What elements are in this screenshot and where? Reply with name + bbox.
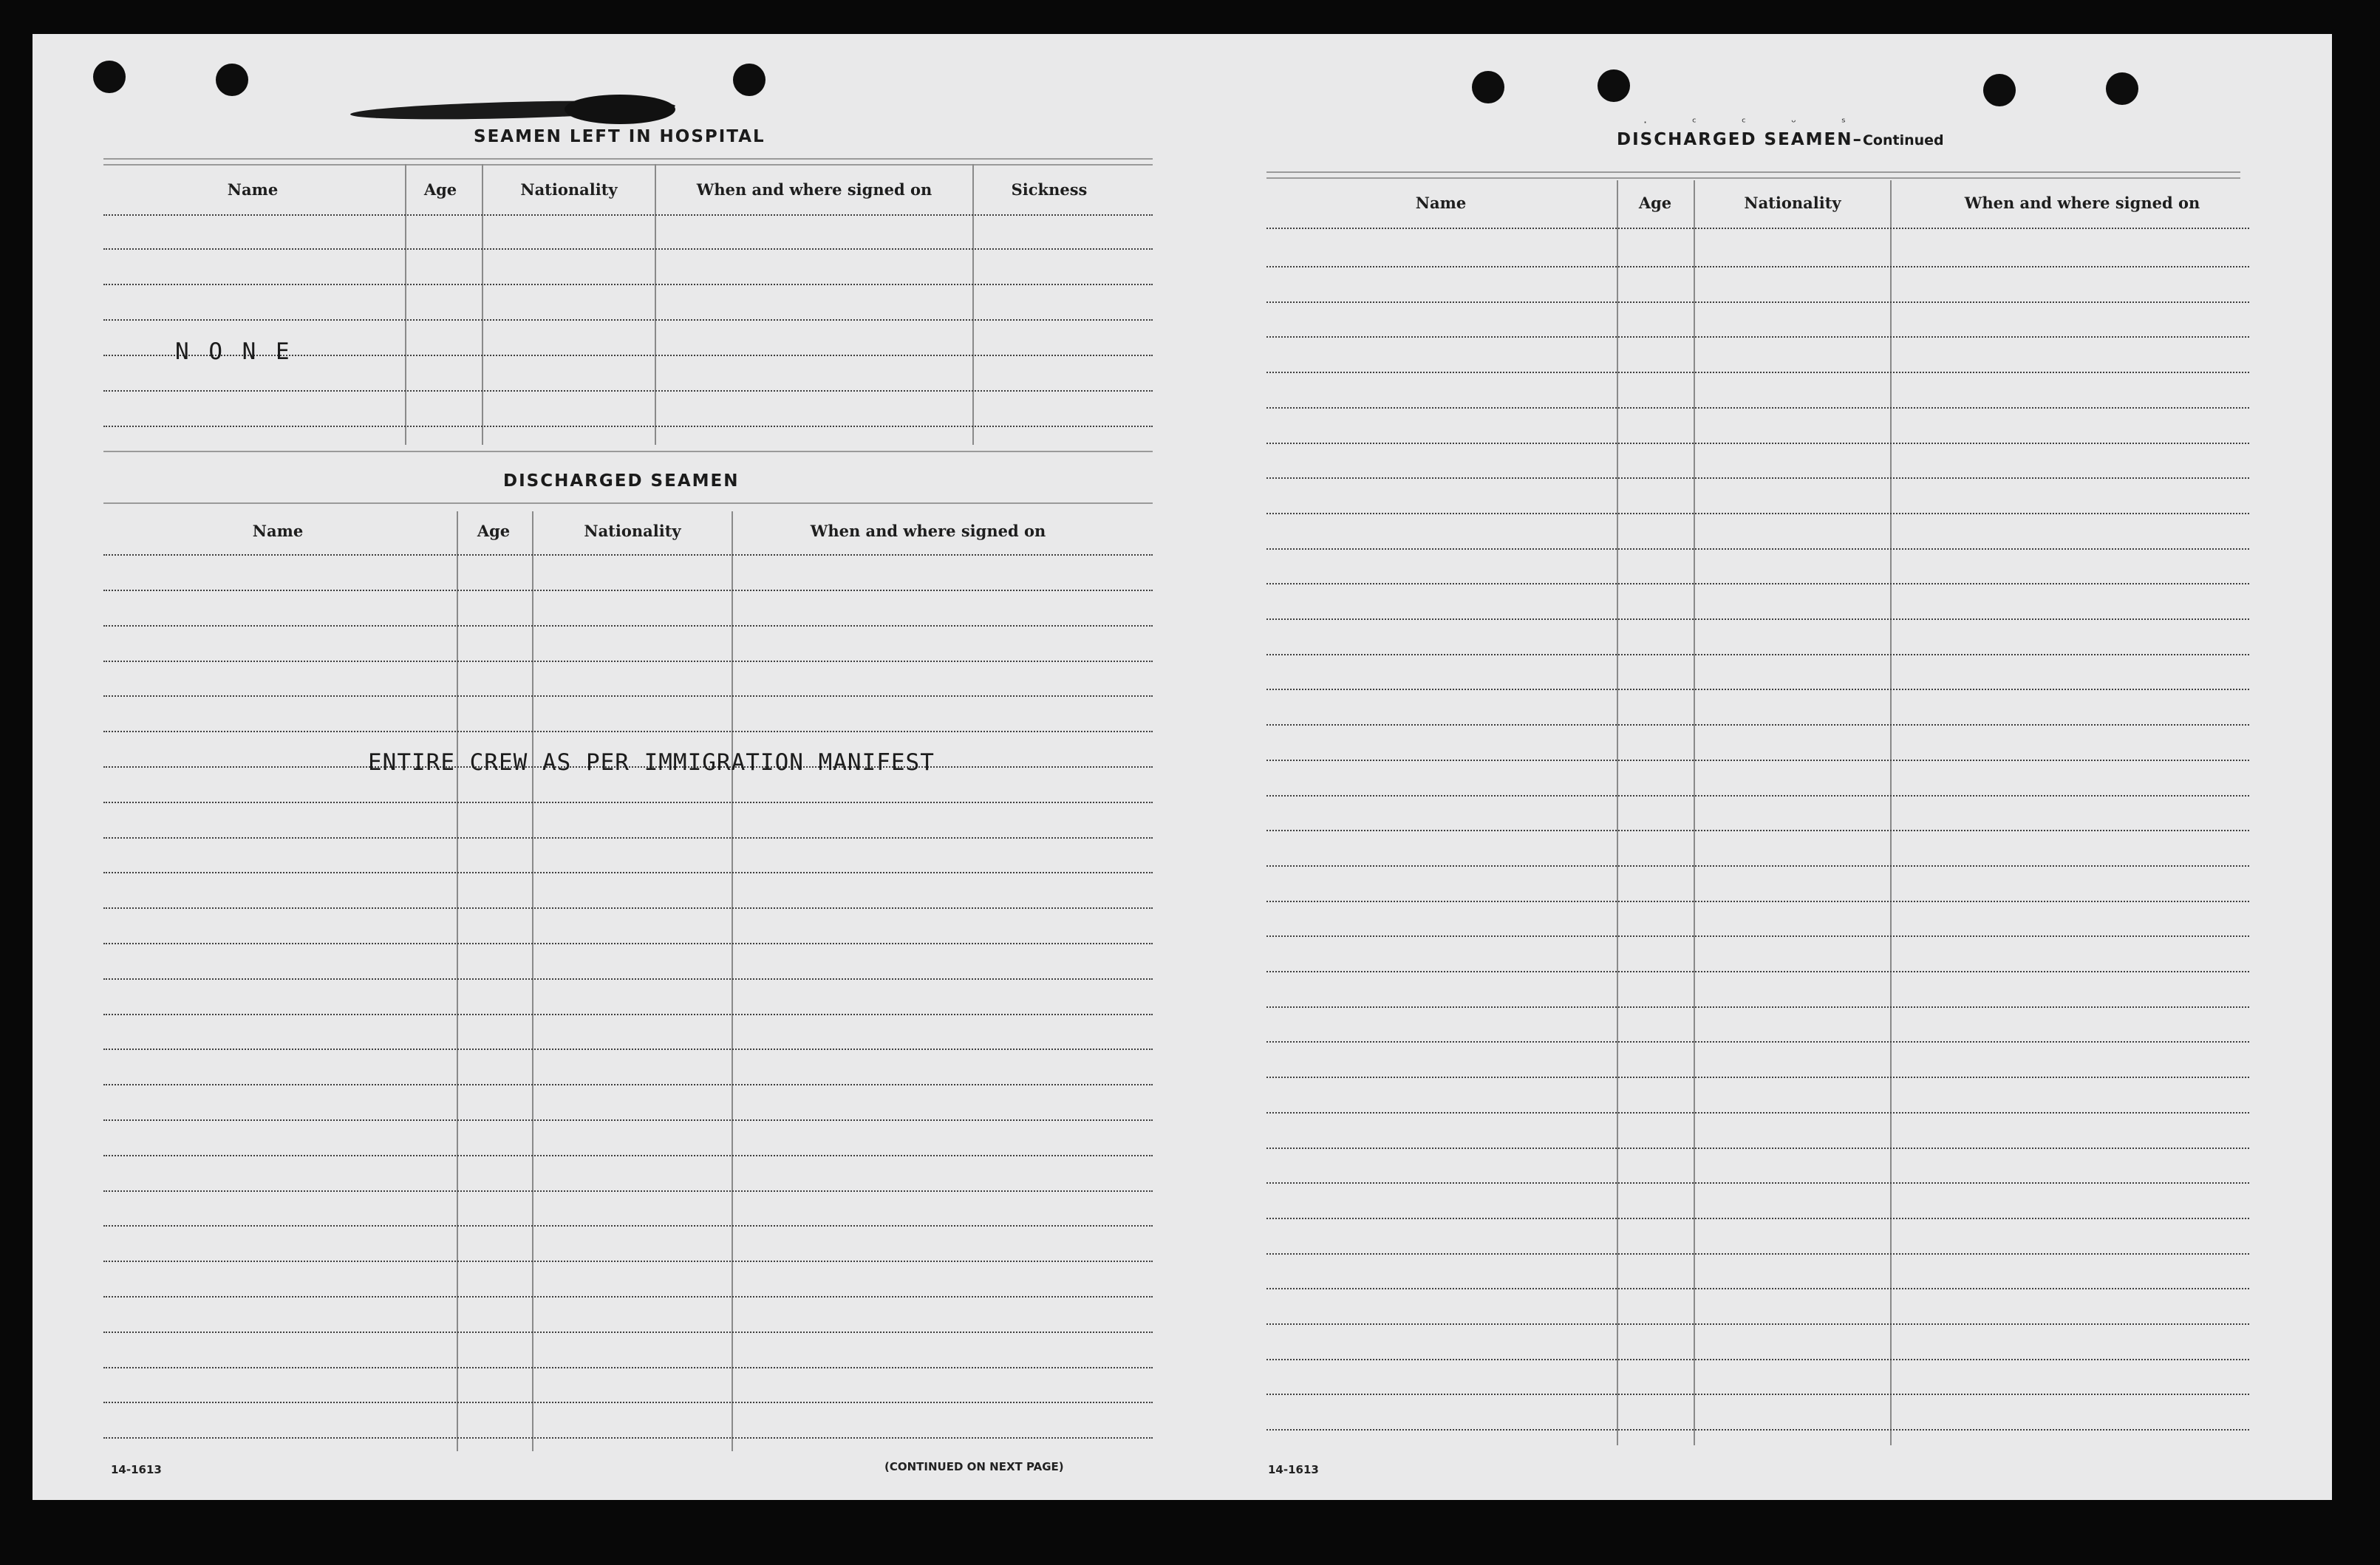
row-rule bbox=[1266, 724, 2249, 726]
row-rule bbox=[1266, 1182, 2249, 1184]
row-rule bbox=[1266, 336, 2249, 338]
row-rule bbox=[1266, 1218, 2249, 1219]
column-header: Name bbox=[252, 522, 304, 540]
row-rule bbox=[103, 1119, 1153, 1121]
column-divider bbox=[1617, 180, 1618, 1445]
column-divider bbox=[482, 164, 483, 445]
column-divider bbox=[532, 511, 533, 1451]
right-title-continued: Continued bbox=[1862, 132, 1944, 149]
row-rule bbox=[103, 390, 1153, 392]
row-rule bbox=[1266, 654, 2249, 655]
row-rule bbox=[1266, 760, 2249, 761]
row-rule bbox=[1266, 1359, 2249, 1360]
table-top-border bbox=[1266, 177, 2240, 179]
row-rule bbox=[1266, 1077, 2249, 1078]
row-rule bbox=[1266, 1323, 2249, 1325]
row-rule bbox=[1266, 1394, 2249, 1395]
column-divider bbox=[972, 164, 974, 445]
table-bottom-border bbox=[103, 451, 1153, 452]
row-rule bbox=[103, 1014, 1153, 1015]
punch-hole bbox=[1598, 69, 1630, 102]
form-number-right: 14-1613 bbox=[1268, 1463, 1319, 1476]
row-rule bbox=[103, 907, 1153, 909]
document-sheet bbox=[33, 34, 2332, 1500]
discharged-section-title: DISCHARGED SEAMEN bbox=[503, 471, 740, 491]
row-rule bbox=[1266, 548, 2249, 550]
row-rule bbox=[1266, 618, 2249, 620]
column-header: Age bbox=[1638, 194, 1672, 212]
header-separator bbox=[103, 214, 1153, 216]
column-divider bbox=[457, 511, 458, 1451]
row-rule bbox=[103, 872, 1153, 873]
pencil-marks: · ᶜ ᶜ ᵕ ˢ bbox=[1643, 115, 1866, 129]
header-separator bbox=[1266, 228, 2249, 229]
ink-smudge-blot bbox=[565, 95, 675, 124]
column-header: Nationality bbox=[1744, 194, 1841, 212]
row-rule bbox=[1266, 372, 2249, 373]
row-rule bbox=[1266, 1148, 2249, 1149]
continued-note: (CONTINUED ON NEXT PAGE) bbox=[884, 1460, 1064, 1473]
row-rule bbox=[1266, 689, 2249, 690]
column-divider bbox=[655, 164, 656, 445]
right-title-main: DISCHARGED SEAMEN bbox=[1617, 130, 1853, 149]
row-rule bbox=[1266, 443, 2249, 444]
column-header: Nationality bbox=[520, 180, 618, 199]
row-rule bbox=[103, 1402, 1153, 1403]
row-rule bbox=[1266, 1006, 2249, 1008]
column-header: Age bbox=[423, 180, 457, 199]
row-rule bbox=[103, 1437, 1153, 1439]
row-rule bbox=[103, 1367, 1153, 1368]
row-rule bbox=[103, 590, 1153, 591]
row-rule bbox=[103, 943, 1153, 944]
table-top-border bbox=[103, 158, 1153, 160]
row-rule bbox=[1266, 971, 2249, 972]
punch-hole bbox=[1472, 71, 1504, 103]
row-rule bbox=[1266, 830, 2249, 831]
column-header: Name bbox=[227, 180, 279, 199]
row-rule bbox=[1266, 513, 2249, 514]
row-rule bbox=[103, 1084, 1153, 1085]
row-rule bbox=[1266, 1429, 2249, 1431]
row-rule bbox=[1266, 1288, 2249, 1289]
row-rule bbox=[1266, 1041, 2249, 1043]
right-section-title: DISCHARGED SEAMEN–Continued bbox=[1617, 130, 1944, 149]
punch-hole bbox=[216, 64, 248, 96]
hospital-section-title: SEAMEN LEFT IN HOSPITAL bbox=[474, 127, 766, 146]
row-rule bbox=[1266, 301, 2249, 303]
column-header: Nationality bbox=[584, 522, 681, 540]
column-header: When and where signed on bbox=[1964, 194, 2200, 212]
row-rule bbox=[103, 978, 1153, 980]
column-header: Age bbox=[477, 522, 511, 540]
row-rule bbox=[103, 1225, 1153, 1227]
punch-hole bbox=[93, 61, 126, 93]
header-separator bbox=[103, 554, 1153, 556]
column-header: Sickness bbox=[1011, 180, 1088, 199]
row-rule bbox=[1266, 583, 2249, 584]
row-rule bbox=[103, 1190, 1153, 1192]
table-top-border bbox=[103, 502, 1153, 504]
column-header: When and where signed on bbox=[810, 522, 1046, 540]
punch-hole bbox=[2106, 72, 2138, 105]
row-rule bbox=[1266, 407, 2249, 409]
row-rule bbox=[103, 802, 1153, 803]
table-top-border bbox=[103, 164, 1153, 166]
row-rule bbox=[103, 625, 1153, 627]
row-rule bbox=[1266, 901, 2249, 902]
row-rule bbox=[1266, 795, 2249, 797]
column-divider bbox=[1694, 180, 1695, 1445]
row-rule bbox=[103, 1296, 1153, 1298]
row-rule bbox=[1266, 1112, 2249, 1114]
column-header: When and where signed on bbox=[696, 180, 932, 199]
form-number-left: 14-1613 bbox=[111, 1463, 162, 1476]
row-rule bbox=[1266, 865, 2249, 867]
discharged-entry-crew: ENTIRE CREW AS PER IMMIGRATION MANIFEST bbox=[368, 749, 935, 776]
row-rule bbox=[103, 426, 1153, 427]
row-rule bbox=[103, 284, 1153, 285]
hospital-entry-none: N O N E bbox=[175, 338, 293, 365]
column-header: Name bbox=[1415, 194, 1467, 212]
row-rule bbox=[103, 1332, 1153, 1333]
column-divider bbox=[1890, 180, 1892, 1445]
row-rule bbox=[1266, 1253, 2249, 1255]
row-rule bbox=[103, 1049, 1153, 1050]
row-rule bbox=[1266, 935, 2249, 937]
row-rule bbox=[103, 248, 1153, 250]
row-rule bbox=[103, 319, 1153, 321]
column-divider bbox=[405, 164, 406, 445]
punch-hole bbox=[1983, 74, 2016, 106]
row-rule bbox=[103, 661, 1153, 662]
row-rule bbox=[103, 1261, 1153, 1262]
column-divider bbox=[732, 511, 733, 1451]
row-rule bbox=[103, 695, 1153, 697]
row-rule bbox=[103, 731, 1153, 732]
row-rule bbox=[103, 837, 1153, 839]
punch-hole bbox=[733, 64, 766, 96]
row-rule bbox=[1266, 266, 2249, 267]
row-rule bbox=[103, 1155, 1153, 1156]
table-top-border bbox=[1266, 171, 2240, 173]
row-rule bbox=[1266, 477, 2249, 479]
